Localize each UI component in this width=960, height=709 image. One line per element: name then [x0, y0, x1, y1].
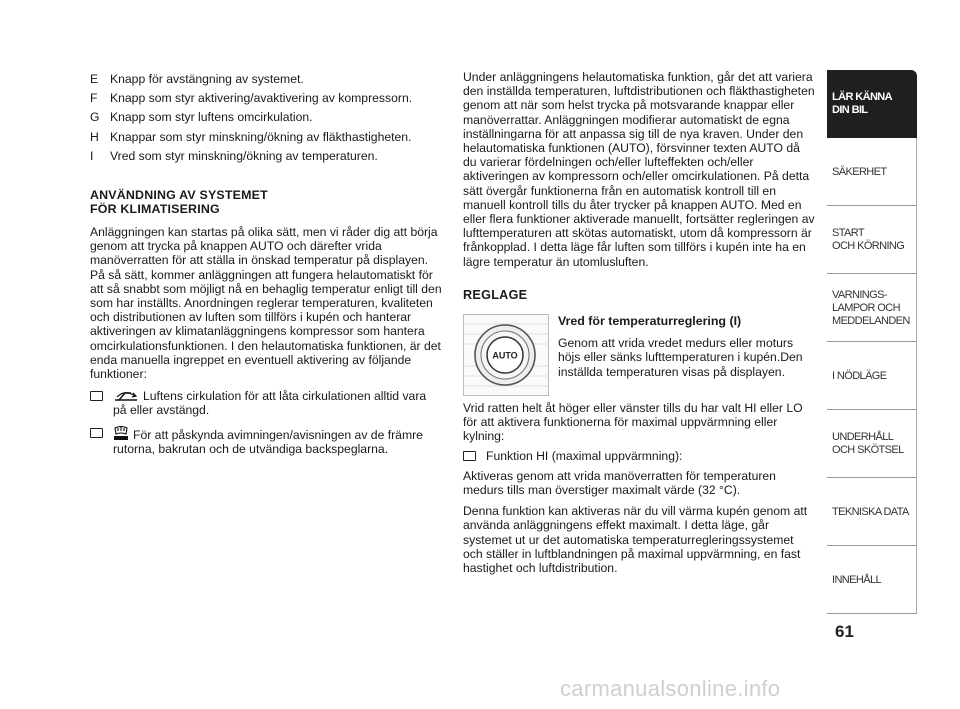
bullet-item: [90, 389, 442, 417]
reglage-heading: REGLAGE: [463, 287, 528, 302]
definition-text: Knapp för avstängning av systemet.: [110, 72, 304, 86]
auto-intro-paragraph: Under anläggningens helautomatiska funktion, går det att variera den inställda temperaturen, luftdistributionen och fläkthastigheten genom att när som helst trycka på motsvarande knappar eller manöverrattar. Anläggningen modifierar automatiskt de egna inställningarna för att anpassa sig till de nya kraven. Under den helautomatiska funktionen (AUTO), försvinner texten AUTO då du varierar fördelningen och/eller lufteffekten och/eller aktiveringen av kompressorn och/eller omcirkulationen. På detta sätt övergår funktionerna från en automatisk kontroll till en manuell kontroll tills du åter trycker på knappen AUTO. Med en eller flera funktioner aktiverade manuellt, fortsätter regleringen av lufttemperaturen att skötas automatiskt, utom då kompressorn är frånkopplad. I detta läge får luften som tillförs i kupén inte ha en lägre temperatur än utomlusluften.: [463, 70, 815, 269]
hi-lo-paragraph: Vrid ratten helt åt höger eller vänster tills du har valt HI eller LO för att aktivera funktionerna för maximal uppvärmning eller kylning:: [463, 401, 803, 444]
checkbox-bullet-icon: [90, 391, 103, 401]
hi-description-paragraph: Denna funktion kan aktiveras när du vill värma kupén genom att använda anläggningens effekt maximalt. I detta läge, går systemet ut ur det automatiska temperaturregleringssystemet och ställer in luftblandningen på maximal uppvärmning, en fast hastighet och luftdistribution.: [463, 504, 808, 576]
tab-underhall[interactable]: [827, 410, 917, 478]
temperature-knob-illustration: [463, 314, 549, 396]
definition-key: G: [90, 110, 100, 125]
tab-label: UNDERHÅLL OCH SKÖTSEL: [832, 431, 904, 456]
definition-item: [90, 149, 442, 163]
air-recirculation-icon: [113, 390, 139, 402]
hi-activation-paragraph: Aktiveras genom att vrida manöverratten för temperaturen medurs tills man överstiger maximalt värde (32 °C).: [463, 468, 776, 498]
tab-label: SÄKERHET: [832, 165, 887, 178]
tab-label: I NÖDLÄGE: [832, 369, 887, 382]
definition-text: Knapp som styr luftens omcirkulation.: [110, 110, 313, 125]
definition-item: [90, 130, 442, 144]
bullet-item: [463, 449, 815, 463]
definition-item: [90, 110, 442, 124]
usage-heading-line2: FÖR KLIMATISERING: [90, 202, 220, 217]
tab-varningslampor[interactable]: [827, 274, 917, 342]
usage-heading: [90, 188, 442, 216]
tab-label: TEKNISKA DATA: [832, 505, 909, 518]
knob-auto-label: AUTO: [492, 350, 518, 361]
checkbox-bullet-icon: [90, 428, 103, 438]
tab-lar-kanna-din-bil[interactable]: [827, 70, 917, 138]
bullet-text-recirculation: Luftens cirkulation för att låta cirkulationen alltid vara på eller avstängd.: [113, 389, 427, 418]
checkbox-bullet-icon: [463, 451, 476, 461]
tab-label: LÄR KÄNNA DIN BIL: [832, 91, 892, 116]
tab-label: VARNINGS- LAMPOR OCH MEDDELANDEN: [832, 288, 910, 327]
tab-sakerhet[interactable]: [827, 138, 917, 206]
right-column: [463, 70, 815, 575]
tab-start-och-korning[interactable]: [827, 206, 917, 274]
bullet-text-hi: Funktion HI (maximal uppvärmning):: [486, 448, 683, 463]
usage-body: Anläggningen kan startas på olika sätt, men vi råder dig att börja genom att trycka på knappen AUTO och därefter vrida manöverratten för att ställa in önskad temperatur på displayen. På så sätt, kommer anläggningen att fungera helautomatiskt för att så snabbt som möjligt nå en behaglig temperatur enligt till den som har inställts. Anordningen reglerar temperaturen, kvaliteten och distributionen av luften som tillförs i kupén och hanterar aktiveringen av klimatanläggningens kompressor som hantera omcirkulationsfunktionen. I den helautomatiska funktionen, är det enda manuella ingreppet en eventuell aktivering av följande funktioner:: [90, 225, 442, 382]
left-column: [90, 72, 442, 456]
definition-key: I: [90, 148, 94, 163]
section-tabs: [827, 70, 917, 614]
tab-label: INNEHÅLL: [832, 573, 881, 586]
usage-heading-line1: ANVÄNDNING AV SYSTEMET: [90, 188, 268, 203]
tab-tekniska-data[interactable]: [827, 478, 917, 546]
definition-key: H: [90, 129, 99, 144]
bullet-text-defrost: För att påskynda avimningen/avisningen av de främre rutorna, bakrutan och de utvändiga backspeglarna.: [113, 427, 423, 456]
definition-key: F: [90, 91, 98, 106]
definition-list: [90, 72, 442, 163]
definition-key: E: [90, 72, 99, 86]
definition-item: [90, 91, 442, 105]
definition-item: [90, 72, 442, 86]
bullet-item: [90, 426, 442, 456]
tab-label: START OCH KÖRNING: [832, 227, 905, 252]
tab-innehall[interactable]: [827, 546, 917, 614]
temperature-knob-section: [463, 314, 815, 396]
knob-description: Genom att vrida vredet medurs eller moturs höjs eller sänks lufttemperaturen i kupén.Den inställda temperaturen visas på displayen.: [558, 336, 803, 379]
tab-i-nodlage[interactable]: [827, 342, 917, 410]
definition-text: Knappar som styr minskning/ökning av fläkthastigheten.: [110, 129, 412, 144]
watermark: carmanualsonline.info: [560, 676, 781, 701]
knob-heading: Vred för temperaturreglering (I): [558, 314, 742, 329]
definition-text: Vred som styr minskning/ökning av temperaturen.: [110, 148, 378, 163]
max-defrost-icon: [113, 426, 129, 441]
definition-text: Knapp som styr aktivering/avaktivering av kompressorn.: [110, 91, 413, 106]
page-number: 61: [835, 622, 854, 641]
